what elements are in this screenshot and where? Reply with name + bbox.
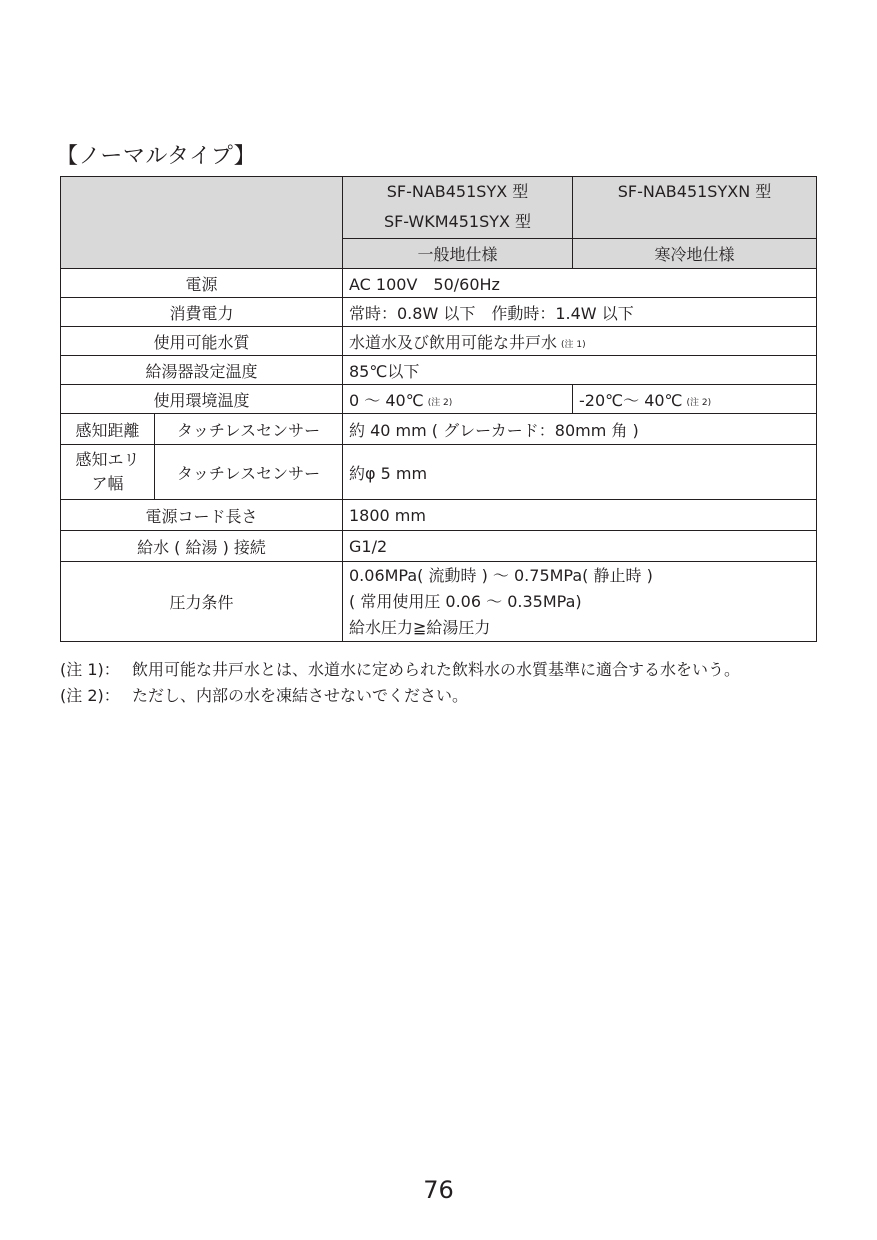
footnote-ref: (注 2) — [686, 397, 712, 408]
footnotes — [60, 657, 820, 709]
row-label-connection: 給水 ( 給湯 ) 接続 — [61, 531, 343, 562]
row-value-consumption: 常時：0.8W 以下 作動時：1.4W 以下 — [343, 298, 817, 327]
label-line: 感知エリ — [75, 450, 140, 469]
header-model-cold — [573, 177, 817, 239]
row-value-sense-distance: 約 40 mm ( グレーカード：80mm 角 ) — [343, 414, 817, 445]
row-value-sense-area: 約φ 5 mm — [343, 445, 817, 500]
section-title: 【ノーマルタイプ】 — [56, 144, 257, 169]
row-value-water — [343, 327, 817, 356]
row-label-cord-length: 電源コード長さ — [61, 500, 343, 531]
row-label-pressure: 圧力条件 — [61, 562, 343, 642]
water-quality-text: 水道水及び飲用可能な井戸水 — [349, 332, 558, 352]
footnote-text: ただし、内部の水を凍結させないでください。 — [132, 686, 469, 705]
footnote-text: 飲用可能な井戸水とは、水道水に定められた飲料水の水質基準に適合する水をいう。 — [132, 660, 741, 679]
row-value-cord-length: 1800 mm — [343, 500, 817, 531]
row-sublabel-sense-distance: タッチレスセンサー — [155, 414, 343, 445]
header-model-general — [343, 177, 573, 239]
footnote-ref: (注 2) — [427, 397, 453, 408]
pressure-line: 給水圧力≧給湯圧力 — [349, 617, 491, 637]
row-label-sense-area — [61, 445, 155, 500]
footnote-1 — [60, 657, 820, 683]
model-name: SF-NAB451SYX 型 — [386, 182, 529, 201]
footnote-key: (注 1)： — [60, 660, 120, 679]
model-name: SF-NAB451SYXN 型 — [617, 182, 772, 201]
row-value-env-temp-cold — [573, 385, 817, 414]
footnote-ref: (注 1) — [561, 339, 586, 350]
spec-cold-label: 寒冷地仕様 — [573, 239, 817, 269]
row-label-sense-distance: 感知距離 — [61, 414, 155, 445]
row-value-pressure — [343, 562, 817, 642]
pressure-line: 0.06MPa( 流動時 ) 〜 0.75MPa( 静止時 ) — [349, 565, 653, 585]
spec-general-label: 一般地仕様 — [343, 239, 573, 269]
row-label-consumption: 消費電力 — [61, 298, 343, 327]
row-label-heater-temp: 給湯器設定温度 — [61, 356, 343, 385]
row-value-env-temp-general — [343, 385, 573, 414]
row-label-water: 使用可能水質 — [61, 327, 343, 356]
footnote-2 — [60, 683, 820, 709]
row-label-power: 電源 — [61, 269, 343, 298]
pressure-line: ( 常用使用圧 0.06 〜 0.35MPa) — [349, 591, 582, 611]
page-number: 76 — [423, 1176, 454, 1204]
spec-table — [60, 176, 817, 642]
model-name: SF-WKM451SYX 型 — [383, 212, 532, 231]
label-line: ア幅 — [91, 474, 124, 493]
row-label-env-temp: 使用環境温度 — [61, 385, 343, 414]
row-value-heater-temp: 85℃以下 — [343, 356, 817, 385]
env-temp-general-text: 0 〜 40℃ — [349, 390, 424, 410]
env-temp-cold-text: -20℃〜 40℃ — [579, 390, 683, 410]
header-blank-cell — [61, 177, 343, 269]
row-value-power: AC 100V 50/60Hz — [343, 269, 817, 298]
row-sublabel-sense-area: タッチレスセンサー — [155, 445, 343, 500]
row-value-connection: G1/2 — [343, 531, 817, 562]
footnote-key: (注 2)： — [60, 686, 120, 705]
